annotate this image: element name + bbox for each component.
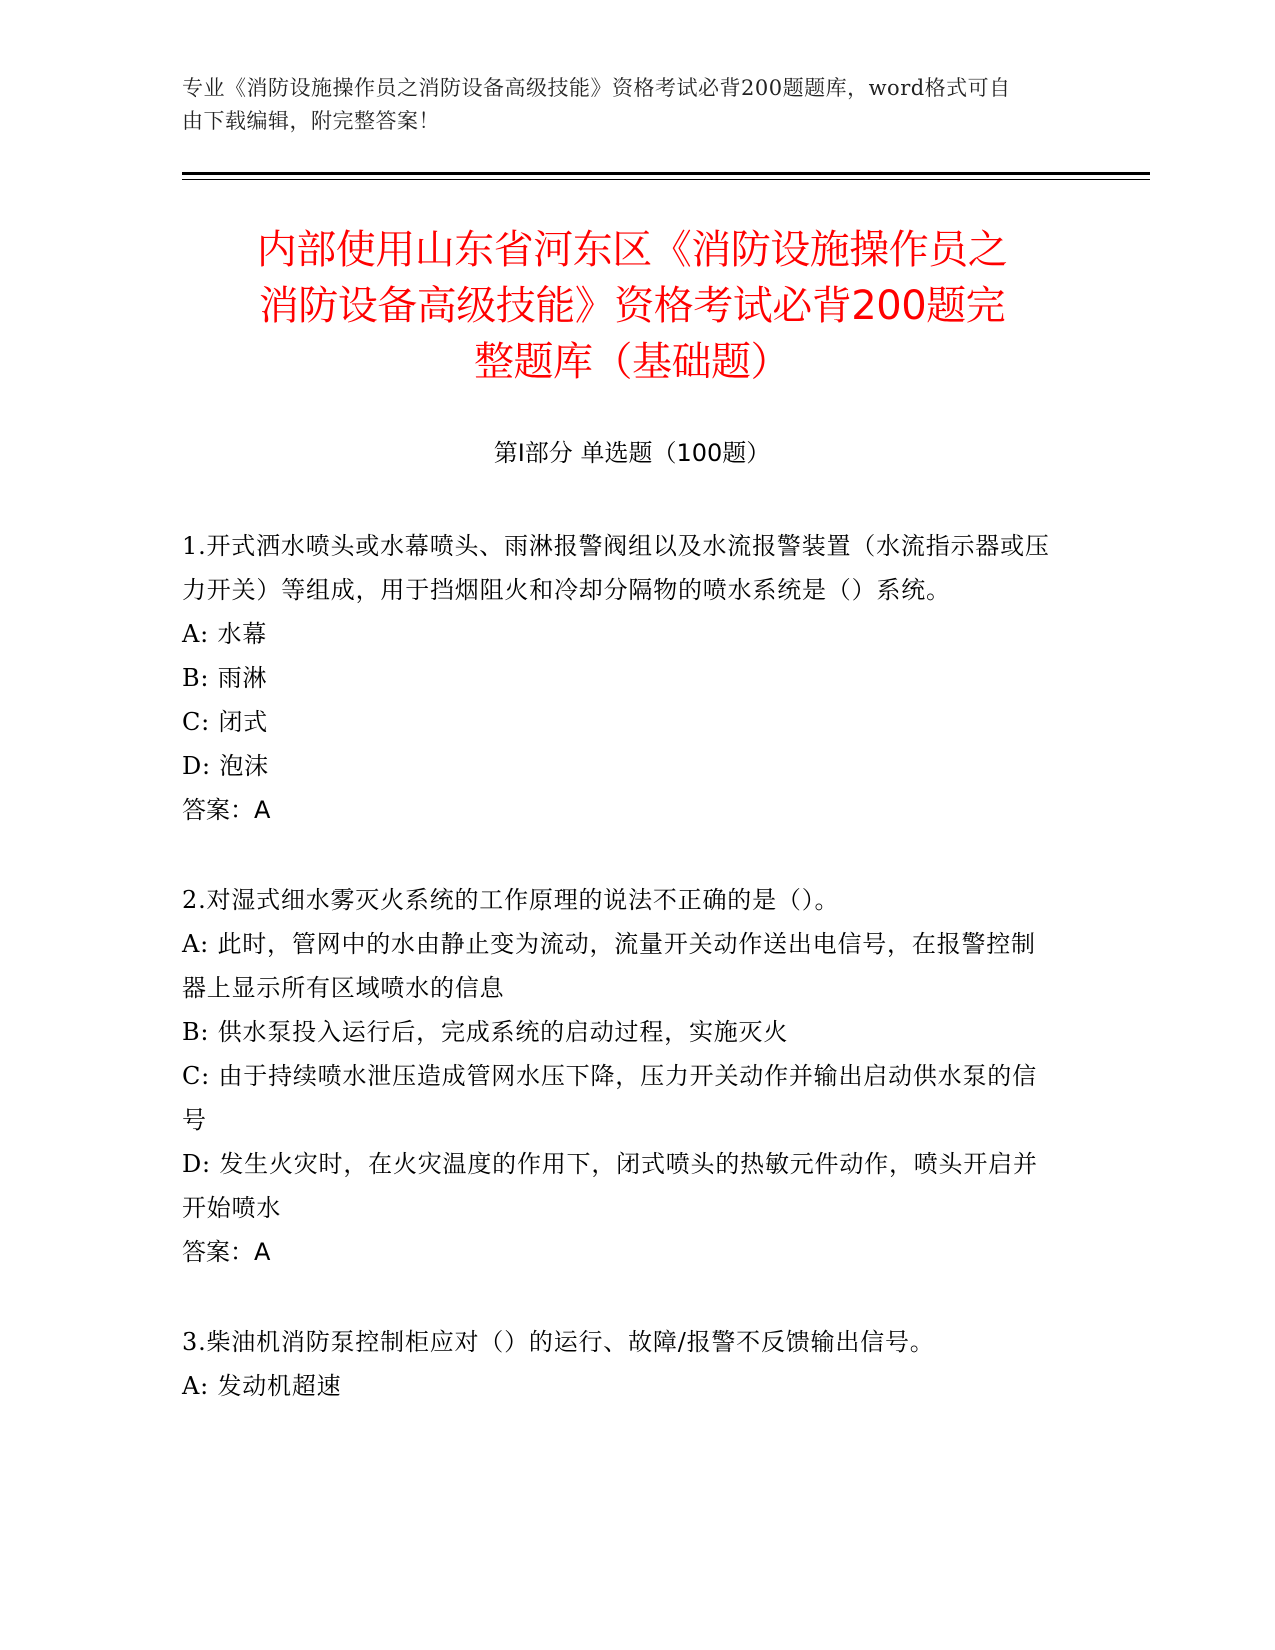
document-title: [182, 222, 1082, 390]
question-list: [182, 524, 1052, 1454]
header-note: 专业《消防设施操作员之消防设备高级技能》资格考试必背200题题库，word格式可自由下载编辑，附完整答案！: [182, 76, 1011, 133]
header-rule-thick: [182, 172, 1150, 175]
title-line-1: 内部使用山东省河东区《消防设施操作员之: [256, 227, 1008, 273]
option-d: D: 泡沫: [182, 752, 269, 780]
header-rule-thin: [182, 179, 1150, 180]
option-a: A: 水幕: [182, 620, 268, 648]
question-stem: 3.柴油机消防泵控制柜应对（）的运行、故障/报警不反馈输出信号。: [182, 1328, 935, 1356]
option-b: B: 供水泵投入运行后，完成系统的启动过程，实施灭火: [182, 1018, 789, 1046]
answer: 答案：A: [182, 1238, 271, 1266]
question-stem: 2.对湿式细水雾灭火系统的工作原理的说法不正确的是（）。: [182, 886, 840, 914]
option-c: C: 由于持续喷水泄压造成管网水压下降，压力开关动作并输出启动供水泵的信号: [182, 1062, 1037, 1134]
option-d: D: 发生火灾时，在火灾温度的作用下，闭式喷头的热敏元件动作，喷头开启并开始喷水: [182, 1150, 1038, 1222]
title-line-2: 消防设备高级技能》资格考试必背200题完: [258, 283, 1006, 329]
question-2: [182, 878, 1052, 1274]
title-line-3: 整题库（基础题）: [474, 339, 790, 385]
option-c: C: 闭式: [182, 708, 269, 736]
section-title: 第Ⅰ部分 单选题（100题）: [493, 439, 771, 467]
question-1: [182, 524, 1052, 832]
answer: 答案：A: [182, 796, 271, 824]
option-a: A: 发动机超速: [182, 1372, 342, 1400]
question-stem: 1.开式洒水喷头或水幕喷头、雨淋报警阀组以及水流报警装置（水流指示器或压力开关）等组成，用于挡烟阻火和冷却分隔物的喷水系统是（）系统。: [182, 532, 1050, 604]
option-a: A: 此时，管网中的水由静止变为流动，流量开关动作送出电信号，在报警控制器上显示所有区域喷水的信息: [182, 930, 1036, 1002]
question-3: [182, 1320, 1052, 1408]
option-b: B: 雨淋: [182, 664, 268, 692]
